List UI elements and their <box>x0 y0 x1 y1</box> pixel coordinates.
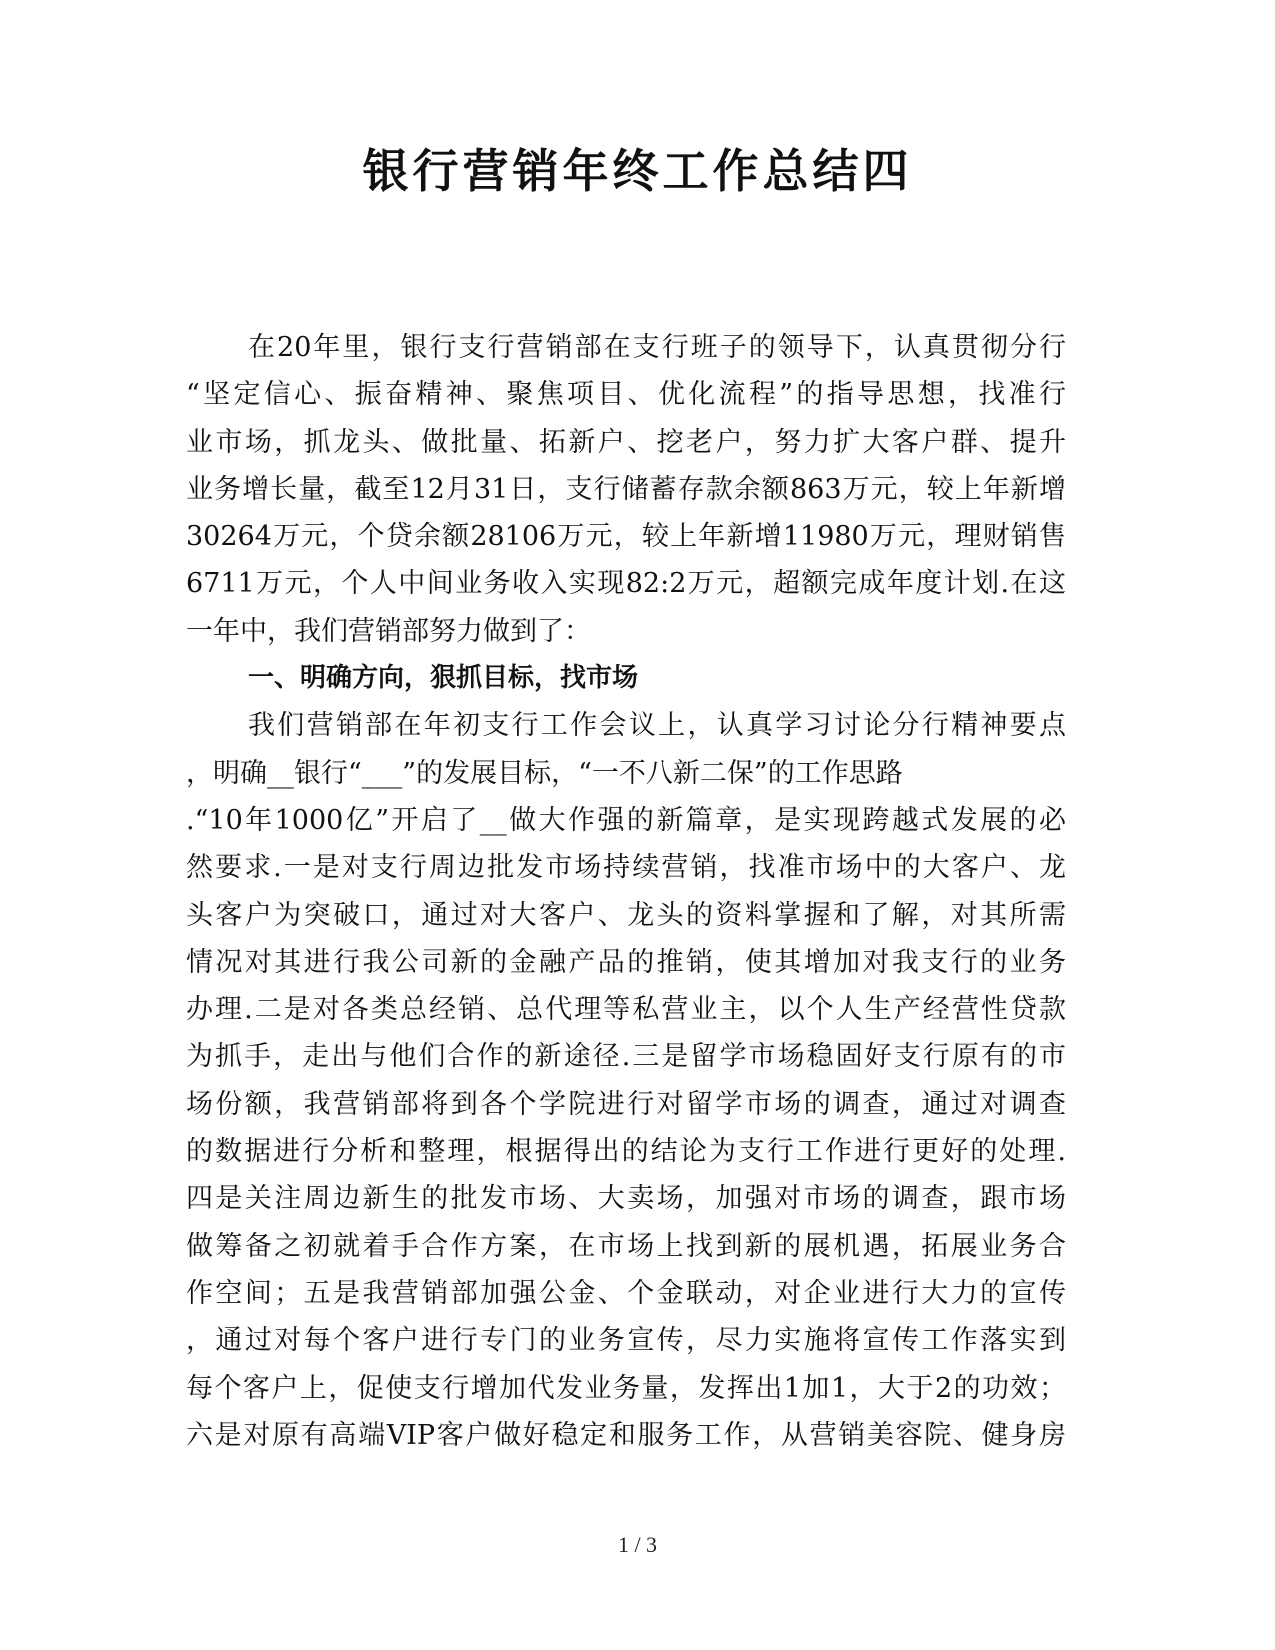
paragraph-line: 场份额，我营销部将到各个学院进行对留学市场的调查，通过对调查 <box>186 1088 1066 1120</box>
paragraph-line: 一年中，我们营销部努力做到了： <box>186 615 591 647</box>
page-number: 1 / 3 <box>617 1532 658 1557</box>
paragraph-line: 六是对原有高端VIP客户做好稳定和服务工作，从营销美容院、健身房 <box>186 1419 1066 1451</box>
paragraph-line: 然要求.一是对支行周边批发市场持续营销，找准市场中的大客户、龙 <box>186 852 1066 884</box>
paragraph-line: 作空间；五是我营销部加强公金、个金联动，对企业进行大力的宣传 <box>186 1277 1066 1309</box>
paragraph-line: 30264万元，个贷余额28106万元，较上年新增11980万元，理财销售 <box>186 521 1066 553</box>
paragraph-line: 业市场，抓龙头、做批量、拓新户、挖老户，努力扩大客户群、提升 <box>186 426 1066 458</box>
paragraph-line: 6711万元，个人中间业务收入实现82:2万元，超额完成年度计划.在这 <box>186 568 1066 600</box>
paragraph-line: 头客户为突破口，通过对大客户、龙头的资料掌握和了解，对其所需 <box>186 899 1066 931</box>
paragraph-line: 情况对其进行我公司新的金融产品的推销，使其增加对我支行的业务 <box>186 946 1066 978</box>
paragraph-line: 在20年里，银行支行营销部在支行班子的领导下，认真贯彻分行 <box>248 332 1066 363</box>
document-title: 银行营销年终工作总结四 <box>362 144 913 198</box>
paragraph-line: ，通过对每个客户进行专门的业务宣传，尽力实施将宣传工作落实到 <box>186 1325 1066 1357</box>
paragraph-line: 四是关注周边新生的批发市场、大卖场，加强对市场的调查，跟市场 <box>186 1183 1066 1215</box>
section-heading: 一、明确方向，狠抓目标，找市场 <box>248 663 639 694</box>
paragraph-line: 每个客户上，促使支行增加代发业务量，发挥出1加1，大于2的功效； <box>186 1372 1066 1404</box>
paragraph-line: “坚定信心、振奋精神、聚焦项目、优化流程”的指导思想，找准行 <box>186 379 1066 411</box>
document-body <box>186 324 1066 1459</box>
paragraph-line: 办理.二是对各类总经销、总代理等私营业主，以个人生产经营性贷款 <box>186 994 1066 1026</box>
paragraph-line: .“10年1000亿”开启了__做大作强的新篇章，是实现跨越式发展的必 <box>186 804 1066 836</box>
paragraph-line: 做筹备之初就着手合作方案，在市场上找到新的展机遇，拓展业务合 <box>186 1230 1066 1262</box>
paragraph-line: ，明确__银行“___”的发展目标，“一不八新二保”的工作思路 <box>186 757 903 789</box>
paragraph-line: 为抓手，走出与他们合作的新途径.三是留学市场稳固好支行原有的市 <box>186 1041 1066 1073</box>
paragraph-line: 业务增长量，截至12月31日，支行储蓄存款余额863万元，较上年新增 <box>186 473 1066 505</box>
paragraph-line: 的数据进行分析和整理，根据得出的结论为支行工作进行更好的处理. <box>186 1136 1066 1168</box>
paragraph-line: 我们营销部在年初支行工作会议上，认真学习讨论分行精神要点 <box>248 710 1066 742</box>
